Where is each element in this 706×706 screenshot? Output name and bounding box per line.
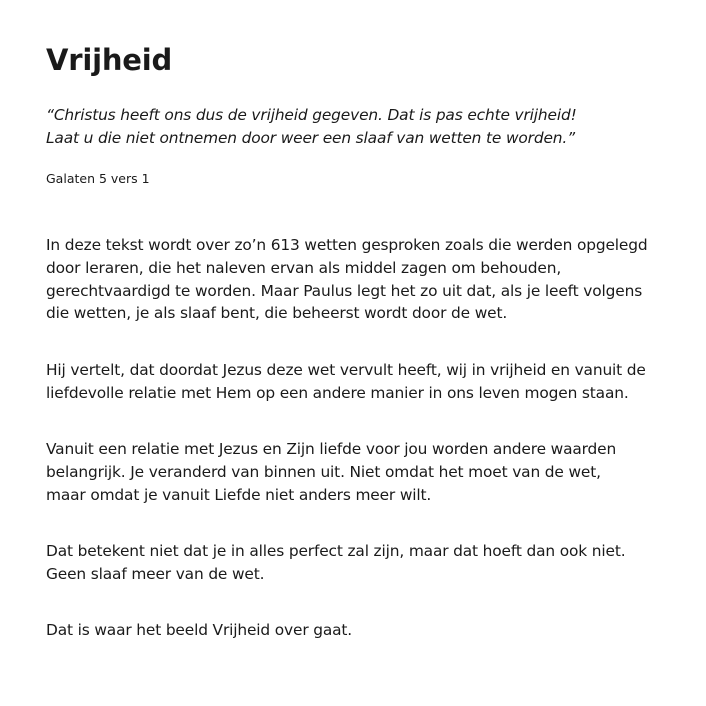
bible-quote [46,104,577,149]
paragraph-4 [46,540,625,586]
page-title: Vrijheid [46,43,173,77]
paragraph-line: door leraren, die het naleven ervan als middel zagen om behouden, [46,258,562,277]
paragraph-line: Dat is waar het beeld Vrijheid over gaat. [46,621,353,639]
paragraph-3 [46,438,616,506]
paragraph-line: Dat betekent niet dat je in alles perfect zal zijn, maar dat hoeft dan ook niet. [46,542,626,560]
paragraph-line: liefdevolle relatie met Hem op een andere manier in ons leven mogen staan. [46,383,629,402]
paragraph-line: gerechtvaardigd te worden. Maar Paulus legt het zo uit dat, als je leeft volgens [46,281,643,300]
paragraph-line: die wetten, je als slaaf bent, die beheerst wordt door de wet. [46,304,508,323]
quote-reference: Galaten 5 vers 1 [46,171,150,186]
paragraph-5 [46,619,352,642]
paragraph-line: maar omdat je vanuit Liefde niet anders meer wilt. [46,485,432,504]
paragraph-line: In deze tekst wordt over zo’n 613 wetten gesproken zoals die werden opgelegd [46,236,648,254]
paragraph-1 [46,234,647,325]
paragraph-line: Vanuit een relatie met Jezus en Zijn liefde voor jou worden andere waarden [46,440,617,458]
quote-line: Laat u die niet ontnemen door weer een slaaf van wetten te worden.” [46,128,575,147]
paragraph-line: Geen slaaf meer van de wet. [46,564,265,583]
paragraph-line: Hij vertelt, dat doordat Jezus deze wet vervult heeft, wij in vrijheid en vanuit de [46,361,646,379]
paragraph-2 [46,359,646,405]
paragraph-line: belangrijk. Je veranderd van binnen uit. Niet omdat het moet van de wet, [46,462,601,481]
quote-line: “Christus heeft ons dus de vrijheid gegeven. Dat is pas echte vrijheid! [46,106,577,124]
